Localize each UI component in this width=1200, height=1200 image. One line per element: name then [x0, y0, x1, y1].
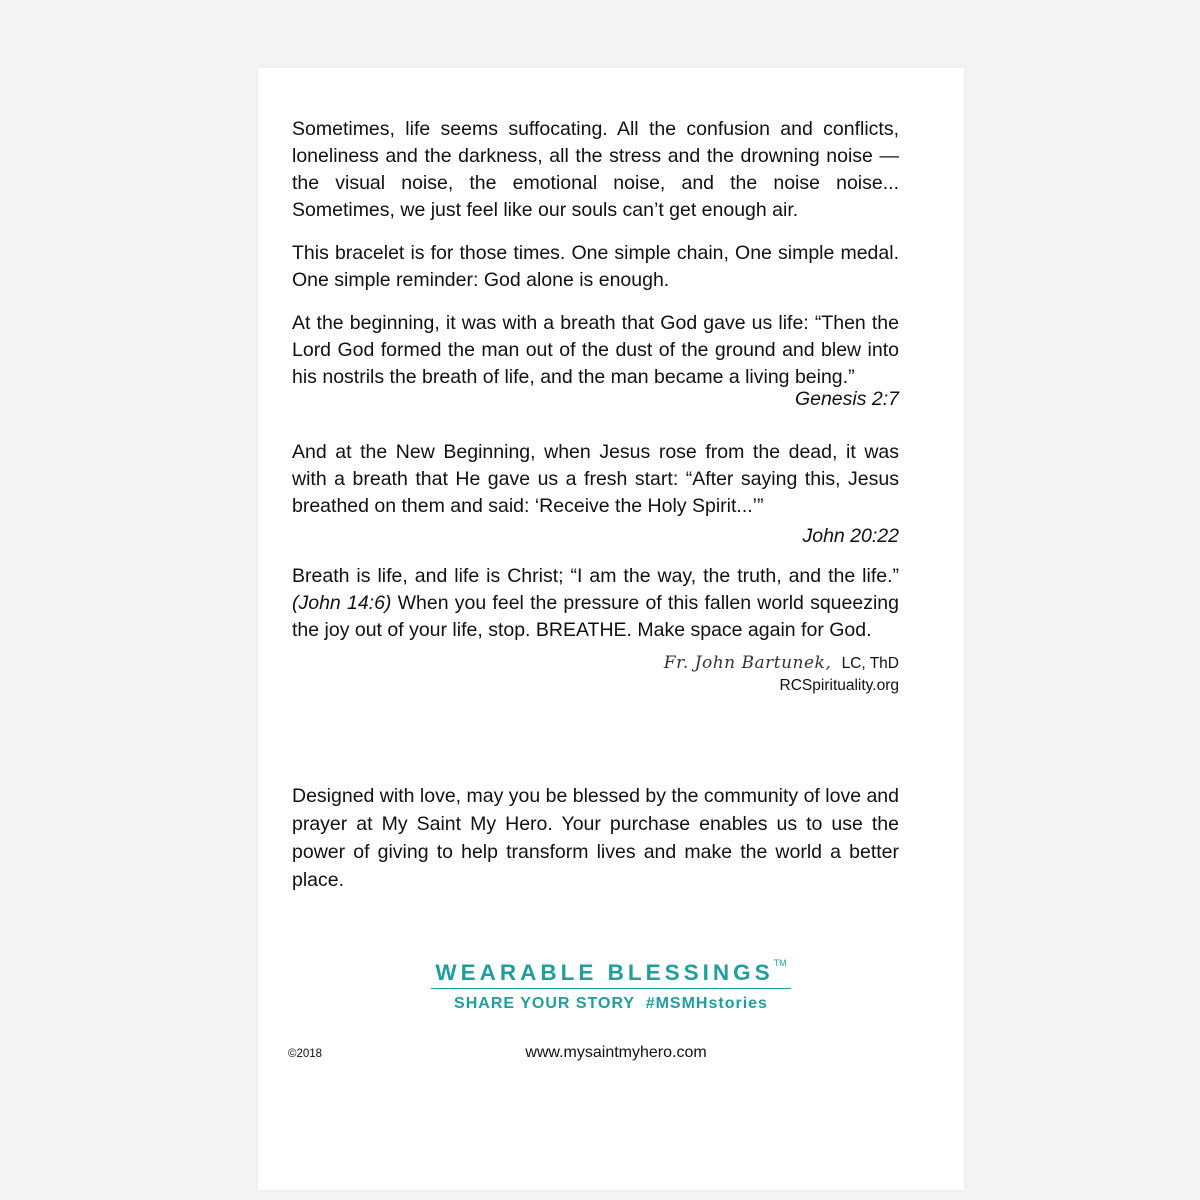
author-credentials: LC, ThD — [841, 655, 899, 672]
paragraph-beginning: At the beginning, it was with a breath that God gave us life: “Then the Lord God formed the man out of the dust of the ground and blew into his nostrils the breath of life, and the man became a living being.” — [292, 312, 899, 388]
card-text — [292, 116, 899, 894]
author-signature: Fr. John Bartunek, — [663, 653, 832, 673]
breath-reference: (John 14:6) — [292, 592, 392, 614]
brand-title: WEARABLE BLESSINGS™ — [431, 960, 790, 989]
breath-text-start: Breath is life, and life is Christ; “I am the way, the truth, and the life.” — [292, 565, 899, 587]
author-website: RCSpirituality.org — [779, 677, 899, 694]
paragraph-breath-is-life — [292, 563, 899, 644]
website-url: www.mysaintmyhero.com — [525, 1044, 707, 1061]
paragraph-new-beginning: And at the New Beginning, when Jesus rose from the dead, it was with a breath that He gave us a fresh start: “After saying this, Jesus breathed on them and said: ‘Receive the Holy Spirit...’” — [292, 441, 899, 517]
breath-text-end: When you feel the pressure of this fallen world squeezing the joy out of your life, stop. BREATHE. Make space again for God. — [292, 592, 899, 641]
trademark-mark: TM — [773, 958, 787, 968]
brand-subtitle: SHARE YOUR STORY #MSMHstories — [454, 995, 768, 1012]
prayer-card — [258, 68, 964, 1190]
paragraph-designed-with-love: Designed with love, may you be blessed by the community of love and prayer at My Saint My Hero. Your purchase enables us to use the power of giving to help transform lives and make the world a better place. — [292, 785, 899, 891]
copyright: ©2018 — [288, 1048, 323, 1060]
signature-block — [292, 652, 899, 697]
paragraph-bracelet: This bracelet is for those times. One simple chain, One simple medal. One simple reminder: God alone is enough. — [292, 242, 899, 291]
paragraph-suffocating: Sometimes, life seems suffocating. All the confusion and conflicts, loneliness and the darkness, all the stress and the drowning noise —the visual noise, the emotional noise, and the noise noise... Sometimes, we just feel like our souls can’t get enough air. — [292, 118, 899, 221]
citation-genesis: Genesis 2:7 — [794, 388, 899, 410]
brand-block — [258, 960, 964, 1013]
citation-john: John 20:22 — [802, 525, 899, 547]
